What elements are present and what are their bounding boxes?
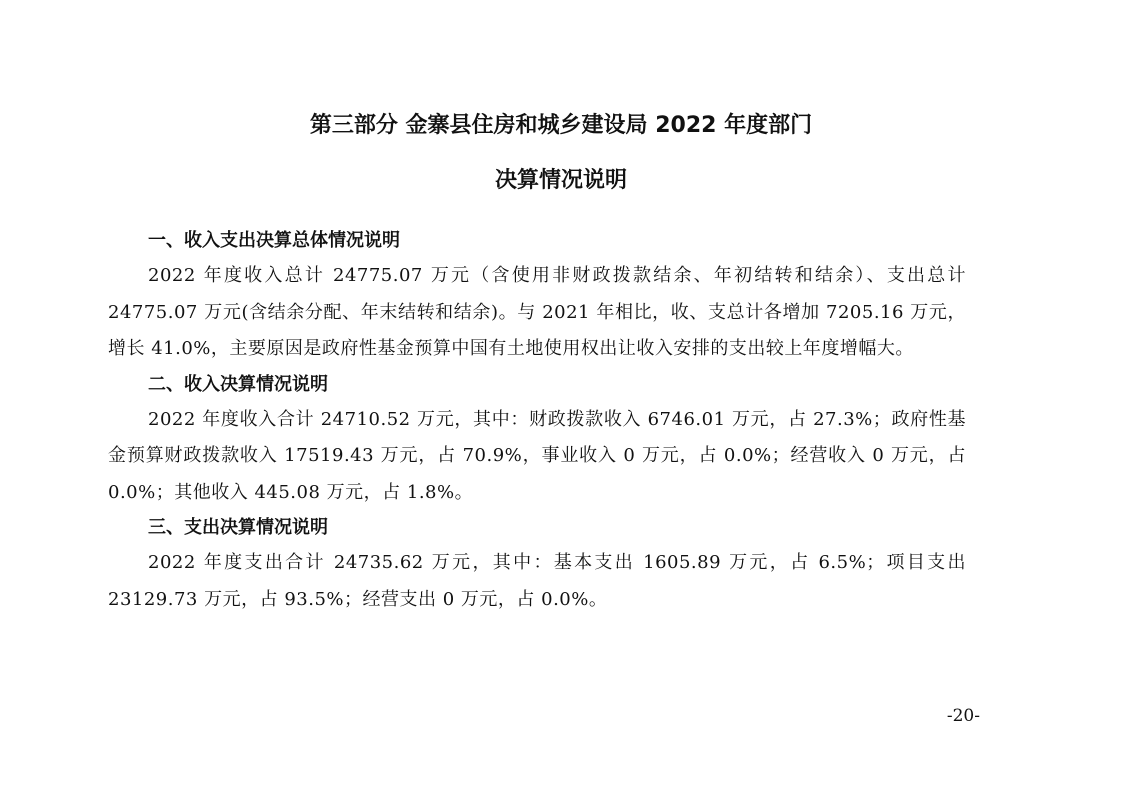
section-heading-income: 二、收入决算情况说明 — [148, 373, 328, 395]
section-overview — [108, 224, 966, 368]
section-expenditure — [108, 511, 966, 618]
document-body — [108, 224, 966, 618]
page-number: -20- — [946, 706, 980, 726]
section-paragraph-expenditure: 2022 年度支出合计 24735.62 万元，其中：基本支出 1605.89 万元，占 6.5%；项目支出 23129.73 万元，占 93.5%；经营支出 0 万元，占 0.0%。 — [108, 552, 966, 610]
section-income — [108, 368, 966, 512]
document-subtitle: 决算情况说明 — [494, 168, 627, 193]
section-heading-expenditure: 三、支出决算情况说明 — [148, 517, 328, 538]
section-paragraph-income: 2022 年度收入合计 24710.52 万元，其中：财政拨款收入 6746.01 万元，占 27.3%；政府性基金预算财政拨款收入 17519.43 万元，占 70.9%，事业收入 0 万元，占 0.0%；经营收入 0 万元，占 0.0%；其他收入 445.08 万元，占 1.8%。 — [108, 408, 966, 503]
section-heading-overview: 一、收入支出决算总体情况说明 — [148, 230, 400, 251]
section-paragraph-overview: 2022 年度收入总计 24775.07 万元（含使用非财政拨款结余、年初结转和结余）、支出总计 24775.07 万元(含结余分配、年末结转和结余)。与 2021 年相比，收、支总计各增加 7205.16 万元，增长 41.0%，主要原因是政府性基金预算中国有土地使用权出让收入安排的支出较上年度增幅大。 — [108, 265, 966, 359]
document-title: 第三部分 金寨县住房和城乡建设局 2022 年度部门 — [309, 113, 813, 138]
